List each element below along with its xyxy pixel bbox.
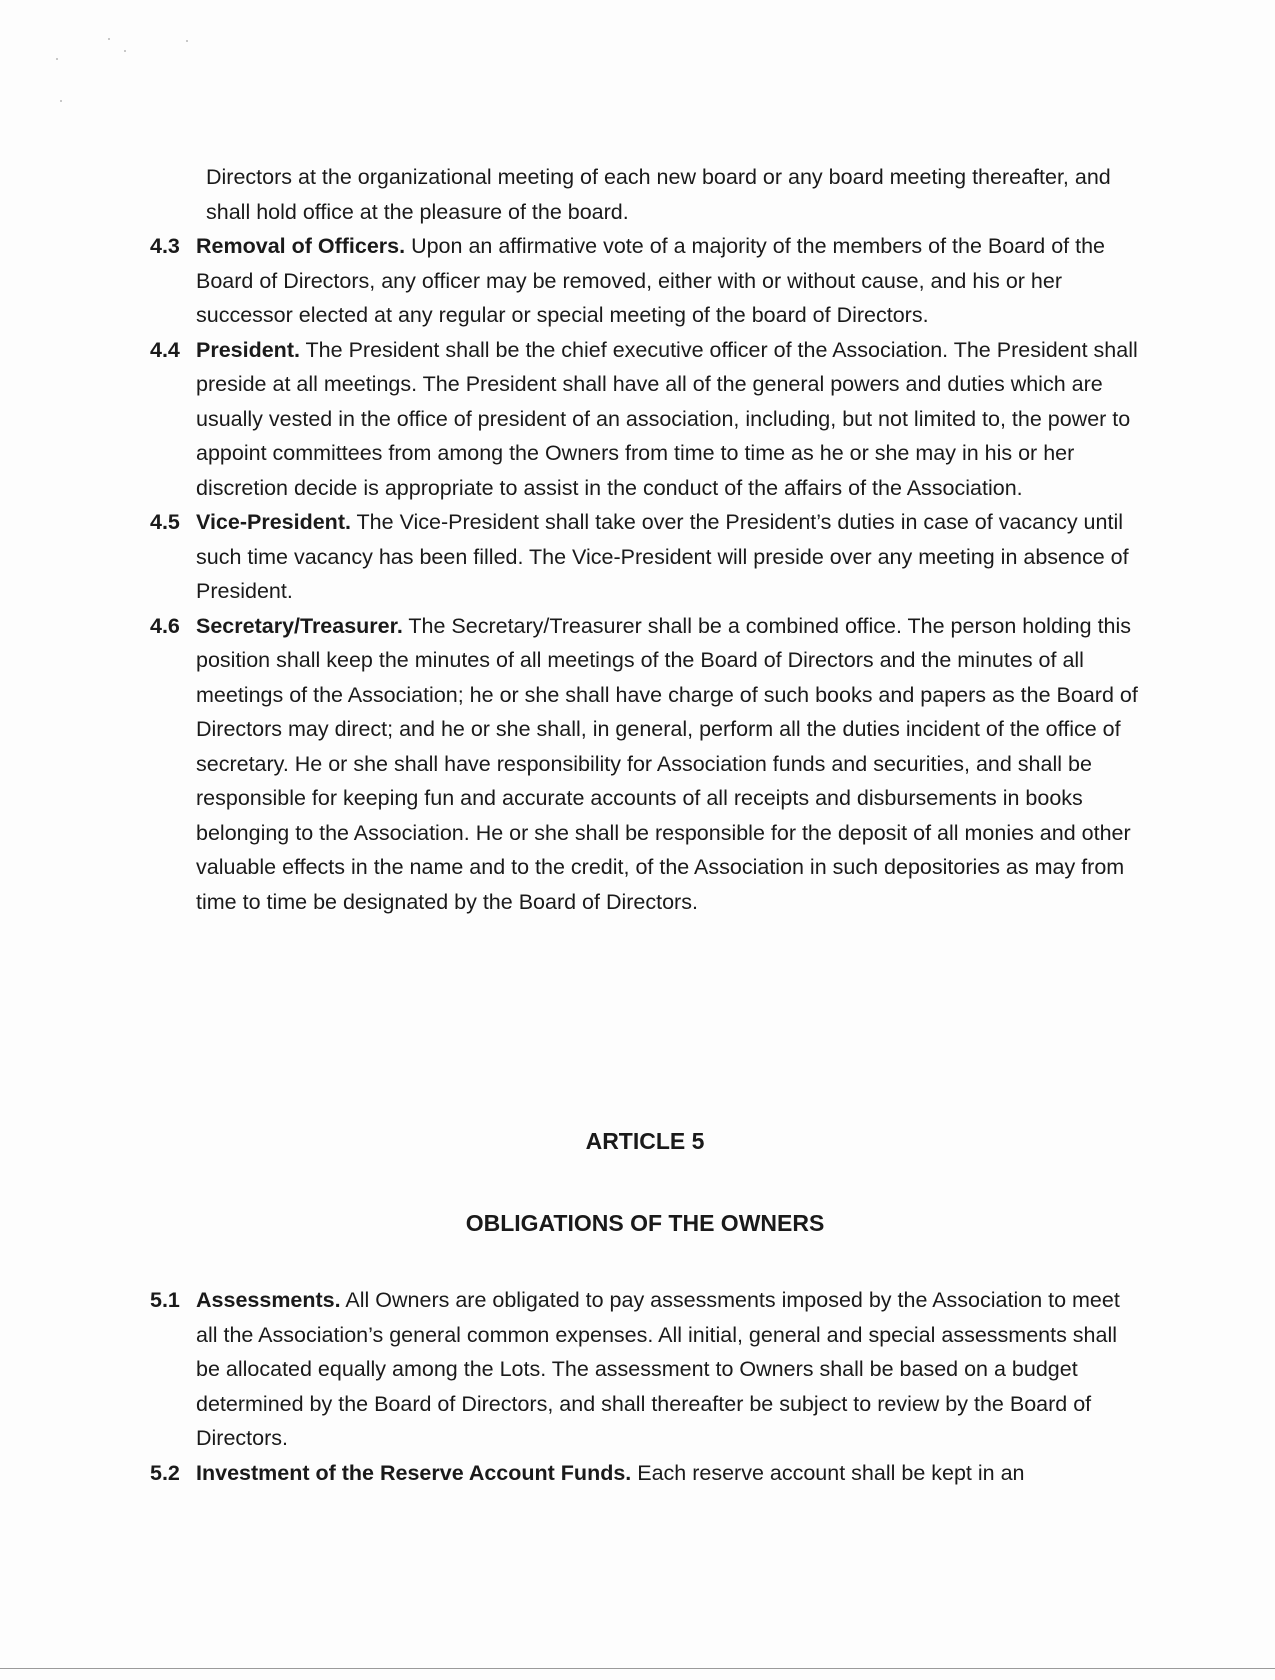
article-number-heading: ARTICLE 5 bbox=[585, 1128, 705, 1154]
section-title: Secretary/Treasurer. bbox=[196, 613, 403, 638]
section-title: Investment of the Reserve Account Funds. bbox=[196, 1460, 632, 1485]
section-text: Each reserve account shall be kept in an bbox=[637, 1460, 1025, 1485]
section-body bbox=[196, 1456, 1140, 1491]
section-text: All Owners are obligated to pay assessments imposed by the Association to meet all the Association’s general common expenses. All initial, general and special assessments shall be allocated equally among the Lots. The assessment to Owners shall be based on a budget determined by the Board of Directors, and shall thereafter be subject to review by the Board of Directors. bbox=[196, 1288, 1120, 1450]
section-title: Removal of Officers. bbox=[196, 234, 406, 258]
scan-speck bbox=[186, 40, 188, 42]
section-4-3 bbox=[150, 229, 1140, 333]
section-title: Assessments. bbox=[196, 1288, 341, 1312]
scan-speck bbox=[56, 58, 58, 60]
article-title-heading: OBLIGATIONS OF THE OWNERS bbox=[465, 1210, 825, 1236]
section-number: 4.4 bbox=[150, 337, 180, 362]
scan-speck bbox=[124, 50, 126, 52]
continuation-paragraph: Directors at the organizational meeting of each new board or any board meeting thereafter, and shall hold office at the pleasure of the board. bbox=[206, 165, 1111, 224]
section-text: The Secretary/Treasurer shall be a combined office. The person holding this position shall keep the minutes of all meetings of the Board of Directors and the minutes of all meetings of the Association; he or she shall have charge of such books and papers as the Board of Directors may direct; and he or she shall, in general, perform all the duties incident of the office of secretary. He or she shall have responsibility for Association funds and securities, and shall be responsible for keeping fun and accurate accounts of all receipts and disbursements in books belonging to the Association. He or she shall be responsible for the deposit of all monies and other valuable effects in the name and to the credit, of the Association in such depositories as may from time to time be designated by the Board of Directors. bbox=[196, 613, 1138, 914]
section-body bbox=[196, 229, 1140, 333]
section-body bbox=[196, 505, 1140, 609]
scan-speck bbox=[60, 100, 62, 102]
section-body bbox=[196, 333, 1140, 506]
section-number: 5.2 bbox=[150, 1460, 180, 1485]
section-number: 4.3 bbox=[150, 234, 180, 258]
section-number: 4.5 bbox=[150, 510, 180, 534]
section-text: Upon an affirmative vote of a majority of the members of the Board of the Board of Directors, any officer may be removed, either with or without cause, and his or her successor elected at any regular or special meeting of the board of Directors. bbox=[196, 234, 1106, 327]
section-4-6 bbox=[150, 609, 1140, 920]
scan-edge-line bbox=[0, 1668, 1275, 1669]
section-number: 4.6 bbox=[150, 613, 180, 638]
scan-speck bbox=[108, 38, 110, 40]
section-text: The President shall be the chief executive officer of the Association. The President shall preside at all meetings. The President shall have all of the general powers and duties which are usually vested in the office of president of an association, including, but not limited to, the power to appoint committees from among the Owners from time to time as he or she may in his or her discretion decide is appropriate to assist in the conduct of the affairs of the Association. bbox=[196, 337, 1138, 500]
section-number: 5.1 bbox=[150, 1288, 180, 1312]
article-5-section bbox=[150, 1283, 1140, 1490]
section-5-2 bbox=[150, 1456, 1140, 1491]
article-4-section bbox=[150, 160, 1140, 919]
section-4-4 bbox=[150, 333, 1140, 506]
section-body bbox=[196, 1283, 1140, 1456]
section-text: The Vice-President shall take over the President’s duties in case of vacancy until such time vacancy has been filled. The Vice-President will preside over any meeting in absence of President. bbox=[196, 510, 1129, 603]
section-title: Vice-President. bbox=[196, 510, 351, 534]
section-4-5 bbox=[150, 505, 1140, 609]
section-5-1 bbox=[150, 1283, 1140, 1456]
section-title: President. bbox=[196, 337, 300, 362]
section-body bbox=[196, 609, 1140, 920]
